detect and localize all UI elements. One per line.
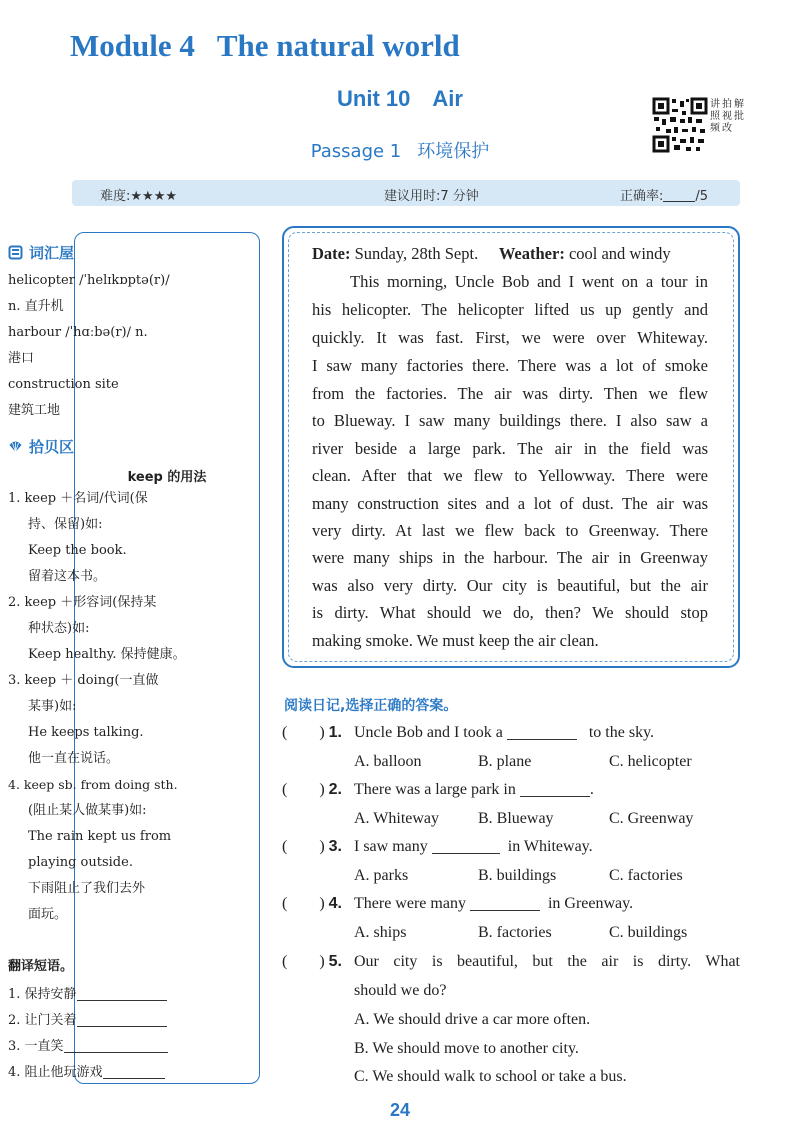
module-title [70, 28, 460, 64]
translate-item-text: 3. 一直笑 [8, 1039, 64, 1054]
passage-line: is dirty. What should we do, then? We should stop [312, 603, 708, 622]
vocab-heading-text: 词汇屋 [29, 244, 75, 262]
qr-code-icon[interactable] [652, 97, 708, 153]
passage-line: very dirty. At last we flew back to Greenway. There [312, 521, 708, 540]
answer-blank[interactable] [520, 781, 590, 797]
stem-text: to the sky. [588, 724, 655, 741]
option-a[interactable]: A. parks [354, 867, 409, 884]
passage-number: Passage 1 [310, 141, 402, 162]
keep-line: 面玩。 [28, 907, 68, 922]
answer-bracket[interactable]: ( ) 1. [282, 724, 342, 741]
vocab-line: 港口 [8, 351, 35, 366]
translate-answer-blank[interactable] [64, 1038, 168, 1053]
keep-line: (阻止某人做某事)如: [28, 803, 147, 818]
question-number: 5. [328, 953, 342, 970]
keep-line: 持、保留)如: [28, 517, 103, 532]
keep-usage-title: keep 的用法 [127, 470, 207, 485]
passage-line: making smoke. We must keep the air clean. [312, 631, 599, 650]
qr-label: 频 [710, 123, 720, 134]
passage-line: his helicopter. The helicopter lifted us up gently and [312, 300, 708, 319]
question-stem [354, 724, 654, 742]
question-stem [354, 895, 633, 913]
translate-item-text: 2. 让门关着 [8, 1013, 77, 1028]
qr-label: 照 [710, 111, 720, 122]
translate-item [8, 986, 167, 1004]
translate-heading: 翻译短语。 [8, 959, 74, 974]
question-stem: Our city is beautiful, but the air is dirty. What [354, 953, 740, 970]
translate-item [8, 1012, 167, 1030]
passage-name: 环境保护 [417, 141, 490, 162]
option-a[interactable]: A. ships [354, 924, 407, 941]
option-a[interactable]: A. Whiteway [354, 810, 440, 827]
weather-value: cool and windy [568, 244, 671, 263]
translate-item [8, 1038, 168, 1056]
accuracy [620, 185, 708, 204]
book-icon [8, 245, 23, 260]
keep-line: Keep the book. [28, 543, 127, 558]
stem-text: There was a large park in [354, 781, 516, 798]
question-stem [354, 781, 594, 799]
passage-line: This morning, Uncle Bob and I went on a tour in [350, 272, 708, 291]
accuracy-label: 正确率: [620, 189, 664, 204]
vocab-line: helicopter /ˈhelɪkɒptə(r)/ [8, 273, 170, 288]
keep-line: 3. keep ＋ doing(一直做 [8, 673, 159, 688]
weather-label: Weather: [498, 244, 565, 263]
option-c[interactable]: C. factories [609, 867, 683, 884]
module-number: Module 4 [70, 28, 195, 63]
qr-label: 批 [734, 111, 744, 122]
shell-icon [8, 439, 23, 454]
passage-line: many construction sites and a lot of dust. The air was [312, 494, 708, 513]
passage-line: was also very dirty. Our city is beautiful, but the air [312, 576, 708, 595]
keep-line: 4. keep sb. from doing sth. [8, 777, 178, 792]
translate-answer-blank[interactable] [77, 986, 167, 1001]
stem-text: I saw many [354, 838, 428, 855]
qr-label: 讲 [710, 99, 720, 110]
translate-item-text: 1. 保持安静 [8, 987, 77, 1002]
stem-text: in Greenway. [547, 895, 634, 912]
unit-number: Unit 10 [337, 86, 411, 111]
stem-text: There were many [354, 895, 466, 912]
option-c[interactable]: C. helicopter [609, 753, 692, 770]
date-value: Sunday, 28th Sept. [354, 244, 479, 263]
option-b[interactable]: B. buildings [478, 867, 557, 884]
shells-heading-text: 拾贝区 [29, 438, 75, 456]
keep-line: 2. keep ＋形容词(保持某 [8, 595, 157, 610]
option-b[interactable]: B. We should move to another city. [354, 1040, 579, 1057]
difficulty-rating: 难度:★★★★ [100, 189, 177, 204]
info-bar [72, 180, 740, 206]
translate-item [8, 1064, 165, 1082]
passage-line: to Blueway. I saw many buildings there. I also saw a [312, 411, 708, 430]
keep-line: 1. keep ＋名词/代词(保 [8, 491, 148, 506]
translate-item-text: 4. 阻止他玩游戏 [8, 1065, 103, 1080]
question-number: 2. [328, 781, 342, 798]
keep-line: 留着这本书。 [28, 569, 107, 584]
answer-blank[interactable] [432, 838, 500, 854]
answer-blank[interactable] [507, 724, 577, 740]
exercise-instruction: 阅读日记,选择正确的答案。 [284, 698, 458, 714]
keep-line: He keeps talking. [28, 725, 144, 740]
answer-blank[interactable] [470, 895, 540, 911]
question-stem: should we do? [354, 982, 447, 999]
keep-line: Keep healthy. 保持健康。 [28, 647, 186, 662]
accuracy-blank[interactable] [663, 189, 695, 202]
keep-line: 种状态)如: [28, 621, 90, 636]
passage-line: clean. After that we flew to Yellowway. There were [312, 466, 708, 485]
keep-line: 下雨阻止了我们去外 [28, 881, 146, 896]
option-b[interactable]: B. factories [478, 924, 552, 941]
stem-text: Uncle Bob and I took a [354, 724, 503, 741]
option-a[interactable]: A. We should drive a car more often. [354, 1011, 591, 1028]
date-label: Date: [312, 244, 351, 263]
translate-answer-blank[interactable] [103, 1064, 165, 1079]
answer-bracket[interactable]: ( ) 5. [282, 953, 342, 970]
translate-answer-blank[interactable] [77, 1012, 167, 1027]
stem-text: in Whiteway. [507, 838, 593, 855]
unit-name: Air [432, 86, 463, 111]
answer-bracket[interactable]: ( ) 4. [282, 895, 342, 912]
passage-line: I saw many factories there. There was a lot of smoke [312, 356, 708, 375]
qr-label: 拍 [722, 99, 732, 110]
passage-line: quickly. It was fast. First, we were over Whiteway. [312, 328, 708, 347]
vocab-heading [8, 242, 74, 263]
qr-label: 改 [722, 123, 732, 134]
vocab-line: harbour /ˈhɑːbə(r)/ n. [8, 325, 148, 340]
question-number: 4. [328, 895, 342, 912]
shells-heading [8, 436, 74, 457]
stem-text: . [589, 781, 594, 798]
suggested-time: 建议用时:7 分钟 [384, 189, 479, 204]
option-b[interactable]: B. Blueway [478, 810, 554, 827]
option-c[interactable]: C. Greenway [609, 810, 694, 827]
passage-line: were many ships in the harbour. The air in Greenway [312, 548, 708, 567]
option-a[interactable]: A. balloon [354, 753, 422, 770]
keep-line: 某事)如: [28, 699, 77, 714]
qr-caption [709, 99, 745, 135]
option-c[interactable]: C. We should walk to school or take a bus. [354, 1068, 627, 1085]
module-name: The natural world [216, 28, 460, 63]
qr-label: 视 [722, 111, 732, 122]
option-c[interactable]: C. buildings [609, 924, 688, 941]
keep-line: The rain kept us from [28, 829, 172, 844]
diary-header [312, 243, 708, 265]
passage-line: river beside a large park. The air in the field was [312, 439, 708, 458]
question-number: 1. [328, 724, 342, 741]
keep-line: playing outside. [28, 855, 133, 870]
answer-bracket[interactable]: ( ) 2. [282, 781, 342, 798]
vocab-line: n. 直升机 [8, 299, 64, 314]
page-number: 24 [389, 1100, 411, 1120]
vocab-line: construction site [8, 377, 119, 392]
accuracy-total: /5 [695, 189, 709, 204]
vocab-line: 建筑工地 [8, 403, 61, 418]
question-stem [354, 838, 593, 856]
passage-line: from the factories. The air was dirty. Then we flew [312, 384, 708, 403]
keep-line: 他一直在说话。 [28, 751, 120, 766]
option-b[interactable]: B. plane [478, 753, 532, 770]
qr-label: 解 [734, 99, 744, 110]
question-number: 3. [328, 838, 342, 855]
answer-bracket[interactable]: ( ) 3. [282, 838, 342, 855]
